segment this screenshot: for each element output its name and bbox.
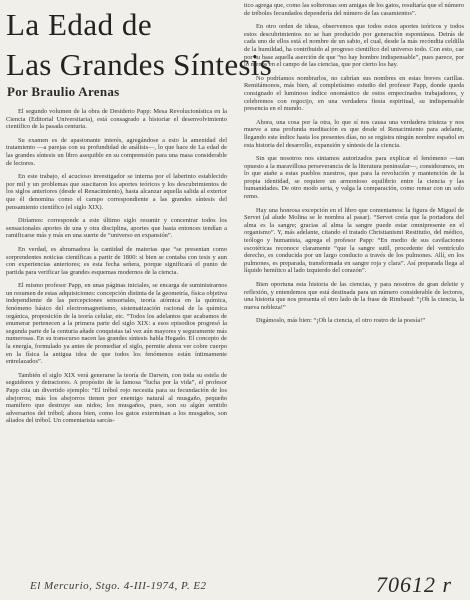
paragraph: No podríamos nombrarlos, no cabrían sus nombres en estas breves carillas. Remitámonos, más bien, al completísimo estudio del profesor Papp, donde queda consignado el luminoso índice onomástico de estos empecinados trabajadores, y celebremos con regocijo, en una verdadera fiesta espiritual, su indispensable presencia en el mundo. bbox=[244, 74, 464, 113]
paragraph: Digámoslo, más bien: “¡Oh la ciencia, el otro rostro de la poesía!” bbox=[256, 317, 426, 325]
paragraph: Ahora, una cosa por la otra, lo que sí nos causa una verdadera tristeza y nos mueve a una profunda meditación es que desde el Renacimiento para adelante, llegando este índice hasta los presentes días, no se registra ningún nombre español en esta historia del desarrollo, expansión y síntesis de la ciencia. bbox=[244, 118, 464, 149]
source-annotation: El Mercurio, Stgo. 4-III-1974, P. E2 bbox=[30, 580, 207, 592]
catalog-number: 70612 r bbox=[375, 572, 452, 597]
paragraph: El mismo profesor Papp, en unas páginas iniciales, se encarga de suministrarnos un resumen de estas adquisiciones: concepción distinta de la geometría, física objetiva independiente de las percepciones sensoriales, teoría atómica en la química, fenómeno básico del electromagnetismo, sistematización racional de la química orgánica, proposición de la teoría celular, etc. “Todos los adelantos que acabamos de enumerar pertenecen a la primera parte del siglo XIX: a esos episodios progresó la segunda parte de la centuria añade conquistas tal vez aún mayores y seguramente más numerosas. En su transcurso nacen las grandes síntesis habla Hegado. El concepto de la energía, formulado ya antes de promediar el siglo, permite ahora ver cobre cuerpo en la física la antigua idea de que todos los fenómenos están íntimamente entrelazados”. bbox=[6, 282, 227, 366]
paragraph: El segundo volumen de la obra de Desiderio Papp: Mesa Revolucionística en la Ciencia (Editorial Universitaria), está consagrado a historiar el desenvolvimiento científico de la pasada centuria. bbox=[6, 108, 227, 131]
paragraph: Sin que nosotros nos sintamos autorizados para explicar el fenómeno —tan opuesto a la maravillosa perseverancia de la literatura peninsular—, consideramos, en lo que atañe a estas pueblos nuestros, que para la revolución y mantención de la propia identidad, se requiere un armonioso equilibrio entre la ciencia y las humanidades. De otro modo seria, y valga la comparación, como remar con un solo remo. bbox=[244, 155, 464, 201]
paragraph: En verdad, es abrumadora la cantidad de materias que “se presentan como sorprendentes noticias científicas a partir de 1800: si bien se contaba con tesis y aun con experiencias anteriores; es esta fecha señera, porque significará el punto de partida para verificar las grandes esquemas modernos de la ciencia. bbox=[6, 245, 227, 276]
left-text-column bbox=[6, 108, 227, 431]
article-title-line-2: Las Grandes Síntesis bbox=[6, 47, 273, 82]
paragraph: También el siglo XIX verá generarse la teoría de Darwin, con toda su estela de seguidores y detractores. A propósito de la famosa “lucha por la vida”, el profesor Papp cita un divertido ejemplo: “El trébol rojo necesita para su fecundación de los abejorros; más los abejorros tienen por enemigo natural al musgaño, pequeño mamífero que destruye sus nidos; los musgaños, pues, son su algún sentido adversarios del trébol; ahora bien, como los gatos exterminan a los musgaños, son aliados del trébol. Un comentarista sarcás- bbox=[6, 371, 227, 425]
article-title-line-1: La Edad de bbox=[6, 7, 153, 42]
paragraph: Hay una honrosa excepción en el libro que comentamos: la figura de Miguel de Servet (al alude Molina se le nombra al pasar). “Servet creía que la portadora del alma es la sangre; gracias al alma la sangre puede estar omnipresente en el organismo”. Y, más adelante, citando el tratado Christianismi Restitutio, del médico, teólogo y humanista, agrega el profesor Papp: “En medio de sus cavilaciones escotéricas reconoce claramente “que la sangre sutil, procedente del ventrículo derecho, es conducida por un largo conducto a través de los pulmones. Allí, en los pulmones, es preparada, transformada en sangre roja y clara”. Así preparada llega al líquido hemítico al lado izquierdo del corazón”. bbox=[244, 206, 464, 275]
paragraph: tico agrega que, como las solteronas son amigas de los gatos, resultaría que el número de tréboles fecundados dependería del número de las casamientos”. bbox=[244, 2, 464, 17]
paragraph: En este trabajo, el acucioso investigador se interna por el laberinto establecido por mil y un problemas que suscitaron los aportes teóricos y los descubrimientos de los siglos anteriores (desde el Renacimiento), hasta alcanzar aquella salida al exterior que él denomina como el campo correspondiente a las grandes síntesis del pensamiento científico (el siglo XIX). bbox=[6, 173, 227, 211]
paragraph: Su examen es de apasionante interés, agregándose a esto la amenidad del tratamiento —a parejas con su profundidad de análisis—, lo que hace de La edad de las grandes síntesis un libro asequible en su comprensión para una masa considerable de lectores. bbox=[6, 136, 227, 167]
right-text-column bbox=[244, 2, 464, 331]
paragraph: Bien oportuna esta historia de las ciencias, y para nosotros de gran deleite y reflexión, y entendemos que está destinada para un número considerable de lectores, una historia que nos presenta el otro lado de la frase de Rimbaud: “¡Oh la ciencia, la nueva nobleza!” bbox=[244, 281, 464, 311]
handwritten-footer bbox=[30, 574, 460, 596]
paragraph: Diríamos: corresponde a este último siglo resumir y concentrar todos los sensacionales aportes de una y otra disciplina, aportes que hasta entonces tendían a ramificarse más y más en una suerte de “universo en expansión”. bbox=[6, 217, 227, 240]
paragraph: En otro orden de ideas, observemos que todos estos aportes teóricos y todos estos descubrimientos no se han producido por generación espontánea. Detrás de cada uno de ellos está el nombre de un sabio, el cual, desde la más recóndita celdilla de la humildad, ha contribuido al progreso científico del universo todo. Con esto, cae por su base aquella aserción de que “no hay hombre indispensable”, pues parece, por lo menos en el campo de las ciencias, que por cierto los hay. bbox=[244, 23, 464, 69]
article-byline: Por Braulio Arenas bbox=[7, 84, 120, 99]
